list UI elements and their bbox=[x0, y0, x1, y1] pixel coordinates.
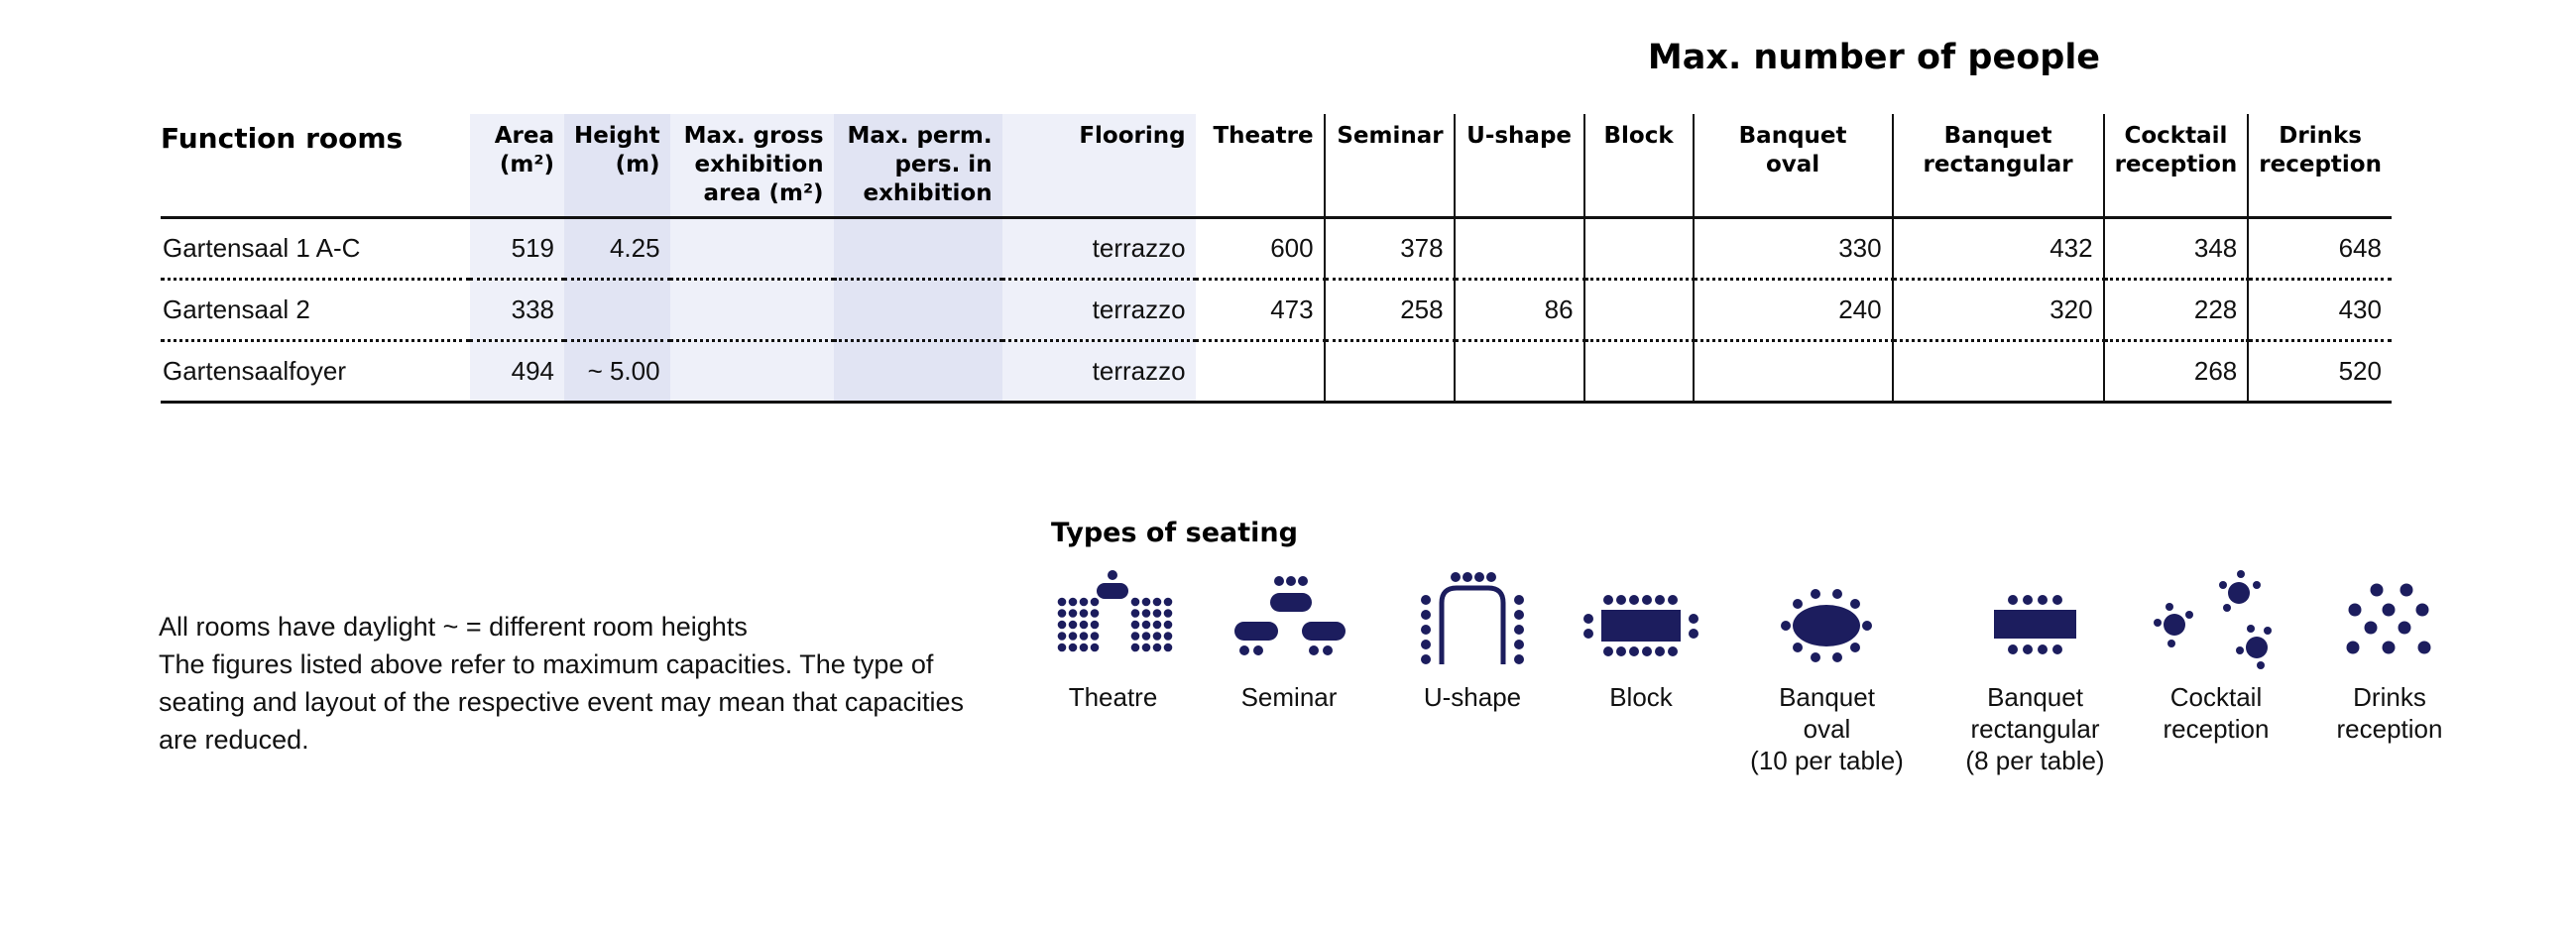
cell-seminar: 378 bbox=[1325, 217, 1455, 279]
seating-types-title: Types of seating bbox=[1051, 518, 1298, 548]
cell-banquet-oval: 330 bbox=[1694, 217, 1893, 279]
header-line: oval bbox=[1765, 152, 1820, 177]
theatre-icon bbox=[1051, 555, 1175, 669]
header-line: Theatre bbox=[1213, 123, 1314, 149]
seating-cocktail-reception bbox=[2152, 555, 2281, 745]
cell-height bbox=[564, 279, 670, 340]
cell-block bbox=[1584, 217, 1694, 279]
header-line: U-shape bbox=[1466, 123, 1573, 149]
cell-ushape bbox=[1455, 217, 1584, 279]
cell-name: Gartensaal 2 bbox=[161, 279, 470, 340]
cell-area: 338 bbox=[470, 279, 564, 340]
col-seminar bbox=[1325, 114, 1455, 217]
daylight-note: All rooms have daylight ~ = different room heights bbox=[159, 612, 748, 642]
seating-block bbox=[1581, 555, 1700, 713]
cell-area: 519 bbox=[470, 217, 564, 279]
col-perm-persons bbox=[834, 114, 1002, 217]
cell-banquet-oval: 240 bbox=[1694, 279, 1893, 340]
cell-banquet-rect: 432 bbox=[1893, 217, 2104, 279]
col-function-rooms: Function rooms bbox=[161, 114, 470, 217]
cell-flooring: terrazzo bbox=[1002, 279, 1196, 340]
seating-seminar bbox=[1229, 555, 1348, 713]
header-line: pers. in bbox=[894, 152, 993, 177]
col-flooring bbox=[1002, 114, 1196, 217]
cocktail-reception-icon bbox=[2152, 555, 2281, 669]
cell-cocktail: 348 bbox=[2104, 217, 2249, 279]
seminar-icon bbox=[1229, 555, 1348, 669]
seating-label: Drinks reception bbox=[2336, 682, 2443, 744]
seating-theatre bbox=[1051, 555, 1175, 713]
block-icon bbox=[1581, 555, 1700, 669]
cell-height: ~ 5.00 bbox=[564, 340, 670, 402]
col-cocktail-reception bbox=[2104, 114, 2249, 217]
header-line: Max. perm. bbox=[847, 123, 993, 149]
cell-drinks: 520 bbox=[2248, 340, 2392, 402]
header-line: reception bbox=[2114, 152, 2238, 177]
seating-label: Cocktail reception bbox=[2163, 682, 2270, 744]
cell-block bbox=[1584, 279, 1694, 340]
cell-ushape bbox=[1455, 340, 1584, 402]
banquet-oval-icon bbox=[1740, 555, 1914, 669]
cell-gross bbox=[670, 340, 834, 402]
seating-drinks-reception bbox=[2325, 555, 2454, 745]
cell-ushape: 86 bbox=[1455, 279, 1584, 340]
cell-flooring: terrazzo bbox=[1002, 340, 1196, 402]
header-line: Cocktail bbox=[2124, 123, 2228, 149]
seating-u-shape bbox=[1418, 555, 1527, 713]
table-header-row bbox=[161, 114, 2392, 217]
cell-perm bbox=[834, 340, 1002, 402]
cell-height: 4.25 bbox=[564, 217, 670, 279]
col-banquet-rectangular bbox=[1893, 114, 2104, 217]
cell-block bbox=[1584, 340, 1694, 402]
col-block bbox=[1584, 114, 1694, 217]
header-line: (m) bbox=[615, 152, 660, 177]
cell-drinks: 648 bbox=[2248, 217, 2392, 279]
header-line: Height bbox=[574, 123, 660, 149]
cell-perm bbox=[834, 279, 1002, 340]
cell-seminar: 258 bbox=[1325, 279, 1455, 340]
cell-gross bbox=[670, 217, 834, 279]
table-row bbox=[161, 340, 2392, 402]
seating-label: Seminar bbox=[1240, 682, 1338, 712]
col-drinks-reception bbox=[2248, 114, 2392, 217]
col-banquet-oval bbox=[1694, 114, 1893, 217]
cell-area: 494 bbox=[470, 340, 564, 402]
header-line: Block bbox=[1603, 123, 1674, 149]
capacity-note: The figures listed above refer to maximum capacities. The type of seating and layout of the respective event may mean that capacities are reduced. bbox=[159, 649, 964, 755]
col-area bbox=[470, 114, 564, 217]
cell-banquet-rect: 320 bbox=[1893, 279, 2104, 340]
col-u-shape bbox=[1455, 114, 1584, 217]
header-line: Banquet bbox=[1738, 123, 1847, 149]
banquet-rectangular-icon bbox=[1948, 555, 2122, 669]
header-line: exhibition bbox=[863, 180, 993, 206]
header-line: Area bbox=[494, 123, 554, 149]
cell-cocktail: 228 bbox=[2104, 279, 2249, 340]
cell-seminar bbox=[1325, 340, 1455, 402]
header-line: area (m²) bbox=[703, 180, 824, 206]
header-line: rectangular bbox=[1923, 152, 2073, 177]
header-line: (m²) bbox=[499, 152, 554, 177]
table-row bbox=[161, 279, 2392, 340]
drinks-reception-icon bbox=[2325, 555, 2454, 669]
cell-flooring: terrazzo bbox=[1002, 217, 1196, 279]
table-row bbox=[161, 217, 2392, 279]
cell-banquet-oval bbox=[1694, 340, 1893, 402]
header-line: Flooring bbox=[1079, 123, 1186, 149]
seating-banquet-rectangular bbox=[1948, 555, 2122, 776]
header-line: exhibition bbox=[694, 152, 824, 177]
cell-theatre: 473 bbox=[1196, 279, 1325, 340]
cell-drinks: 430 bbox=[2248, 279, 2392, 340]
cell-cocktail: 268 bbox=[2104, 340, 2249, 402]
seating-label: Block bbox=[1609, 682, 1673, 712]
cell-name: Gartensaalfoyer bbox=[161, 340, 470, 402]
function-rooms-table bbox=[161, 114, 2392, 404]
header-line: reception bbox=[2259, 152, 2382, 177]
header-line: Banquet bbox=[1943, 123, 2052, 149]
col-theatre bbox=[1196, 114, 1325, 217]
cell-theatre bbox=[1196, 340, 1325, 402]
header-line: Max. gross bbox=[683, 123, 824, 149]
cell-name: Gartensaal 1 A-C bbox=[161, 217, 470, 279]
header-line: Seminar bbox=[1337, 123, 1444, 149]
u-shape-icon bbox=[1418, 555, 1527, 669]
header-line: Drinks bbox=[2279, 123, 2362, 149]
seating-label: U-shape bbox=[1423, 682, 1522, 712]
cell-perm bbox=[834, 217, 1002, 279]
seating-banquet-oval bbox=[1740, 555, 1914, 776]
max-people-heading: Max. number of people bbox=[1647, 38, 2101, 77]
cell-gross bbox=[670, 279, 834, 340]
seating-label: Theatre bbox=[1068, 682, 1158, 712]
col-gross-area bbox=[670, 114, 834, 217]
seating-label: Banquet oval (10 per table) bbox=[1750, 682, 1904, 775]
col-height bbox=[564, 114, 670, 217]
cell-banquet-rect bbox=[1893, 340, 2104, 402]
cell-theatre: 600 bbox=[1196, 217, 1325, 279]
notes bbox=[159, 608, 992, 759]
seating-label: Banquet rectangular (8 per table) bbox=[1965, 682, 2105, 775]
